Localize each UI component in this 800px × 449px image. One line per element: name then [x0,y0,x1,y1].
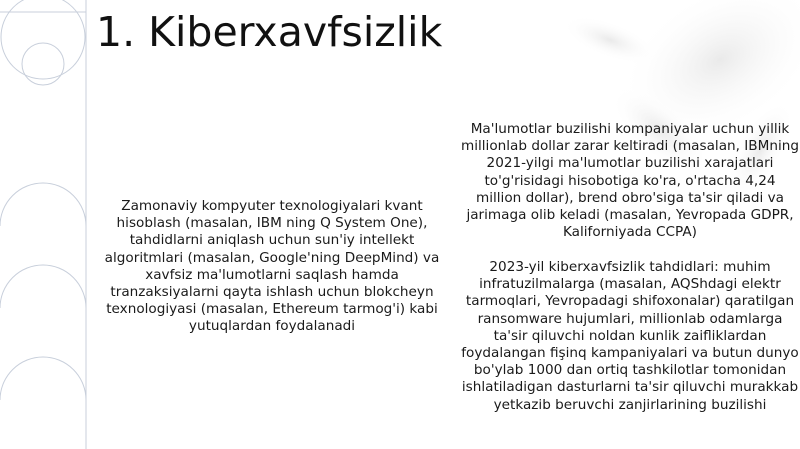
right-paragraph-bottom: 2023-yil kiberxavfsizlik tahdidlari: muhim infratuzilmalarga (masalan, AQShdagi elektr tarmoqlari, Yevropadagi shifoxonalar) qaratilgan ransomware hujumlari, millionlab odamlarga ta'sir qiluvchi noldan kunlik zaifliklardan foydalangan fişinq kampaniyalari va butun dunyo bo'ylab 1000 dan ortiq tashkilotlar tomonidan ishlatiladigan dasturlarni ta'sir qiluvchi murakkab yetkazib beruvchi zanjirlarining buzilishi [461,259,799,413]
outline-arch-bottom [0,357,86,400]
left-paragraph: Zamonaviy kompyuter texnologiyalari kvant hisoblash (masalan, IBM ning Q System One), tahdidlarni aniqlash uchun sun'iy intellekt algoritmlari (masalan, Google'ning DeepMind) va xavfsiz ma'lumotlarni saqlash hamda tranzaksiyalarni qayta ishlash uchun blokcheyn texnologiyasi (masalan, Ethereum tarmog'i) kabi yutuqlardan foydalanadi [104,198,440,335]
right-paragraph-top: Ma'lumotlar buzilishi kompaniyalar uchun yillik millionlab dollar zarar keltiradi (masalan, IBMning 2021-yilgi ma'lumotlar buzilishi xarajatlari to'g'risidagi hisobotiga ko'ra, o'rtacha 4,24 million dollar), brend obro'siga ta'sir qiladi va jarimaga olib keladi (masalan, Yevropada GDPR, Kaliforniyada CCPA) [460,121,799,241]
line-art [0,0,86,449]
outline-arch-middle [0,183,86,226]
slide-title: 1. Kiberxavfsizlik [96,8,443,56]
outline-arch-lower [0,265,86,308]
